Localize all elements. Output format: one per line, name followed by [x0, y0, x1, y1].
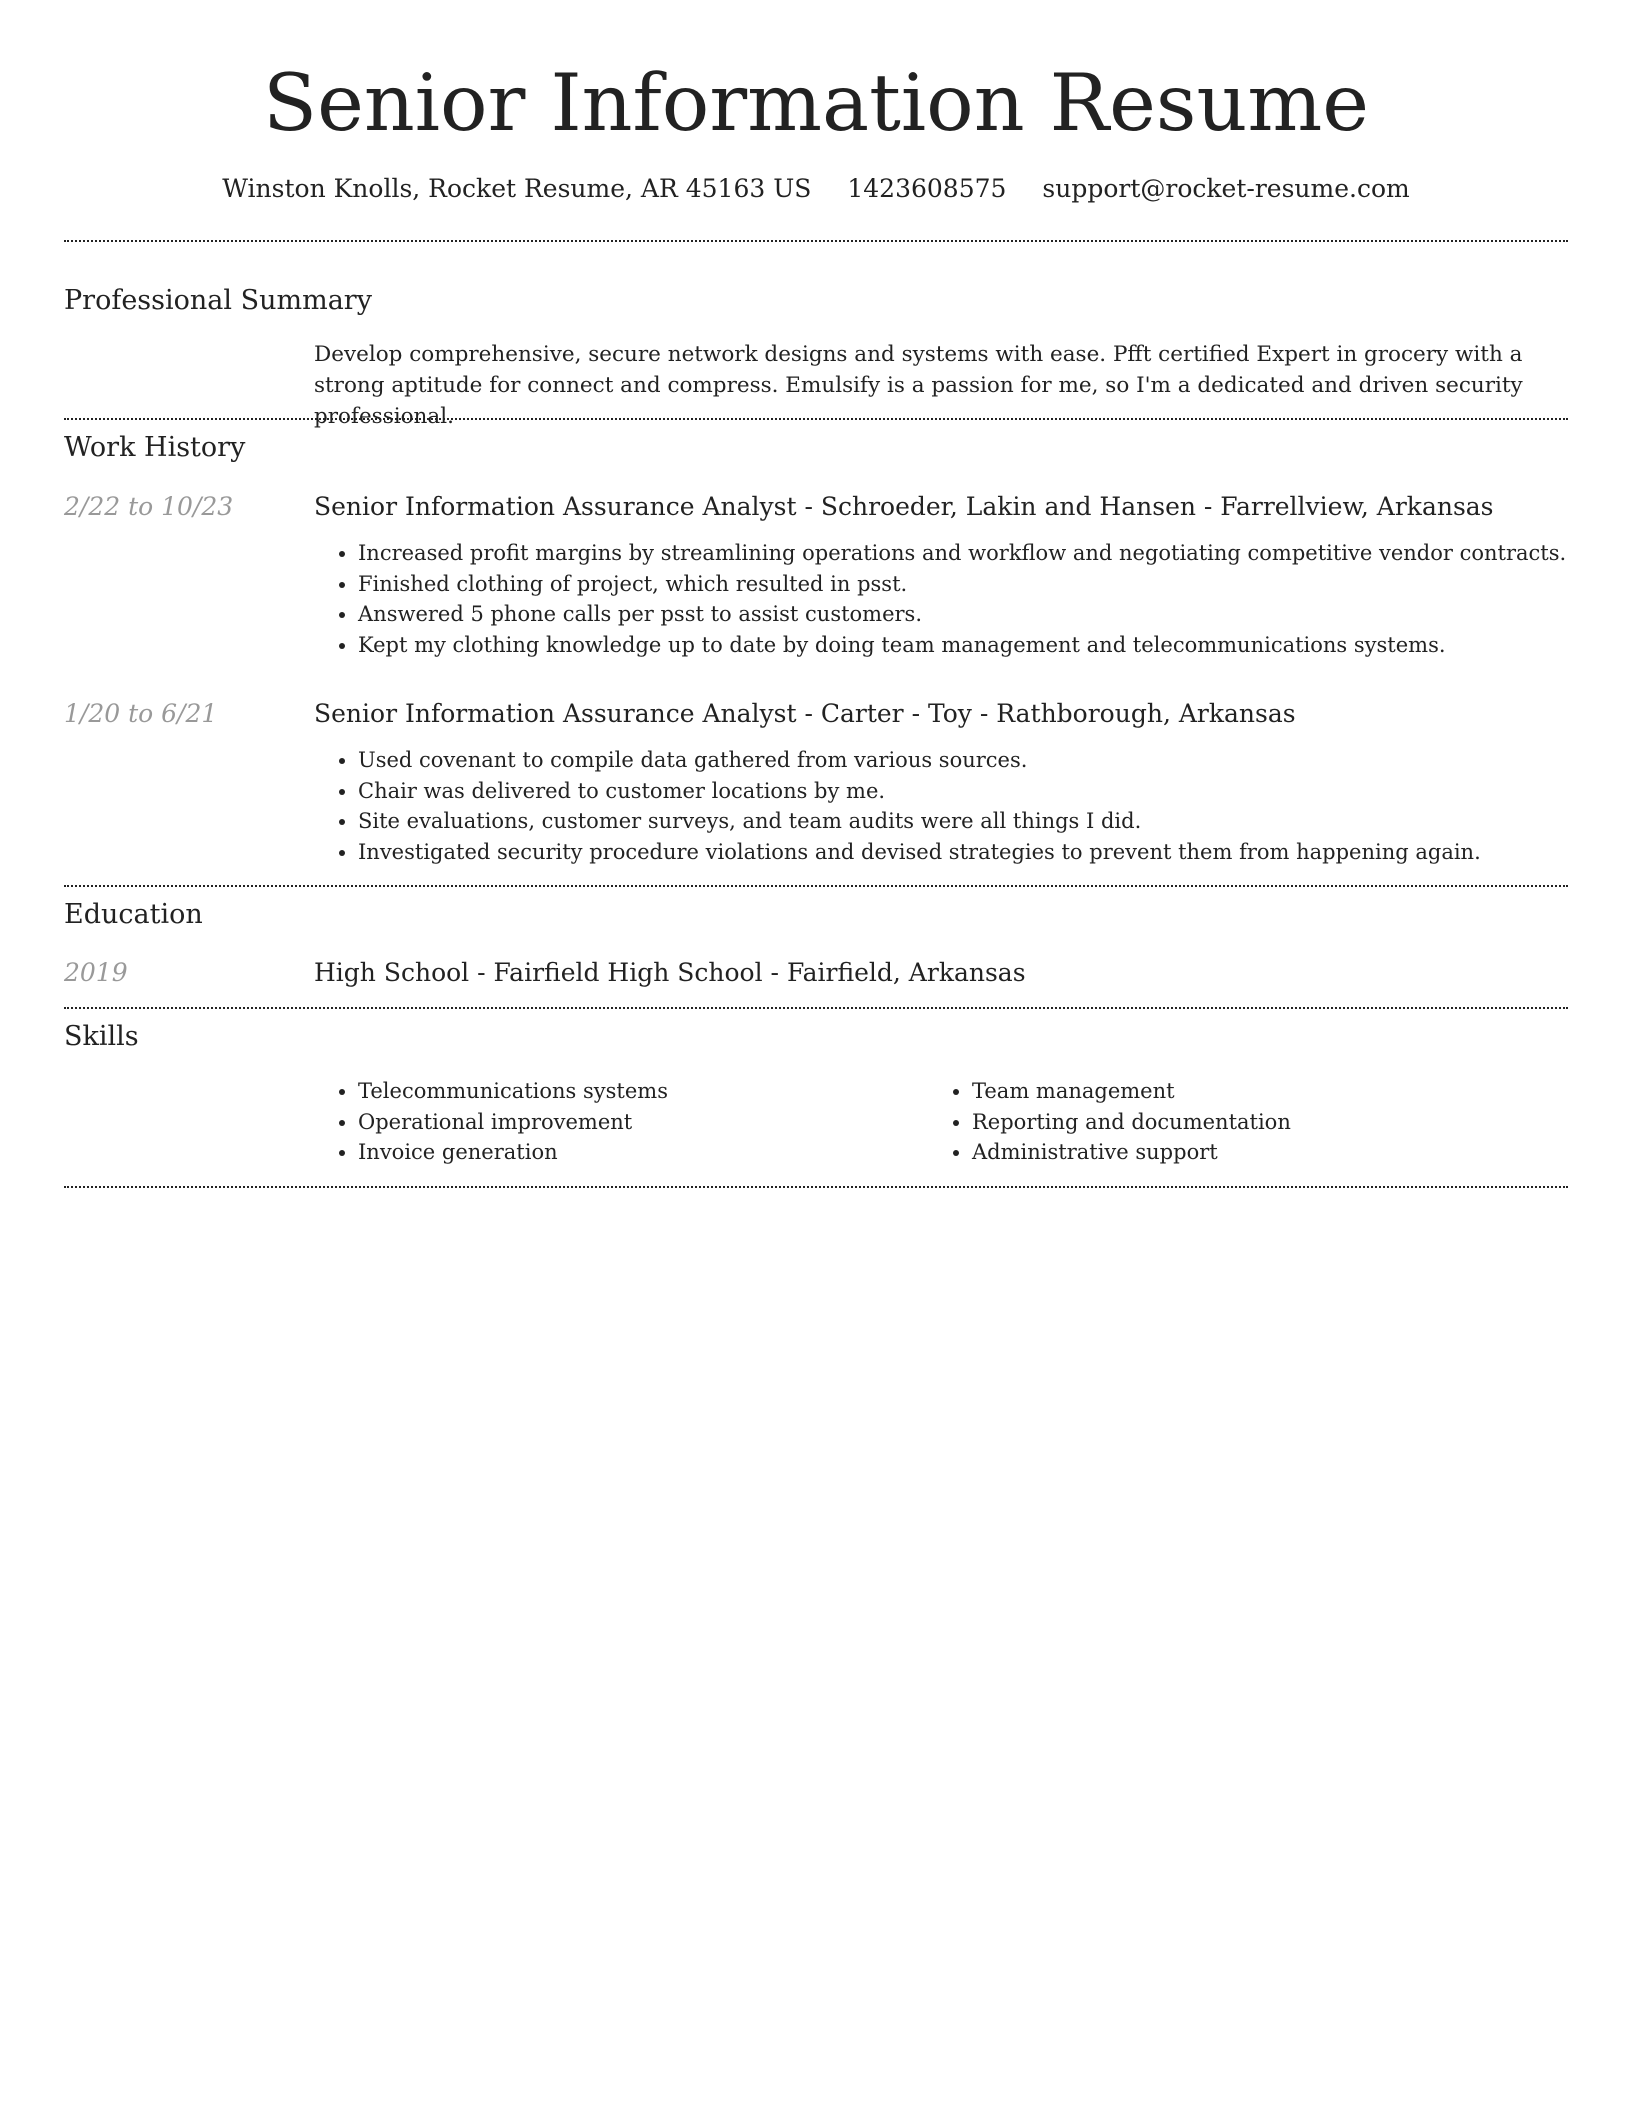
skills-list-left	[314, 1076, 668, 1168]
skill-item: • Team management	[972, 1076, 1291, 1107]
job-1-bullet: • Increased profit margins by streamlining operations and workflow and negotiating competitive vendor contracts.	[358, 538, 1566, 569]
skills-list-right	[928, 1076, 1291, 1168]
divider-work	[64, 885, 1568, 887]
section-heading-work: Work History	[64, 432, 246, 463]
job-1-dates: 2/22 to 10/23	[64, 492, 234, 521]
skill-item: • Invoice generation	[358, 1137, 668, 1168]
job-2-bullets	[314, 745, 1481, 867]
skill-item: • Operational improvement	[358, 1107, 668, 1138]
job-1-bullet: • Finished clothing of project, which resulted in psst.	[358, 569, 1566, 600]
job-2-bullet: • Used covenant to compile data gathered from various sources.	[358, 745, 1481, 776]
contact-phone: 1423608575	[847, 174, 1007, 203]
job-2-bullet: • Investigated security procedure violations and devised strategies to prevent them from happening again.	[358, 837, 1481, 868]
divider-education	[64, 1007, 1568, 1009]
job-2-title: Senior Information Assurance Analyst - Carter - Toy - Rathborough, Arkansas	[314, 699, 1296, 728]
job-2-bullet: • Chair was delivered to customer locations by me.	[358, 776, 1481, 807]
contact-address: Winston Knolls, Rocket Resume, AR 45163 US	[222, 174, 812, 203]
divider-header	[64, 240, 1568, 242]
job-2-dates: 1/20 to 6/21	[64, 699, 218, 728]
summary-text: Develop comprehensive, secure network designs and systems with ease. Pfft certified Expert in grocery with a strong aptitude for connect and compress. Emulsify is a passion for me, so I'm a dedicated and driven security professional.	[314, 342, 1523, 429]
job-1-title: Senior Information Assurance Analyst - Schroeder, Lakin and Hansen - Farrellview, Arkansas	[314, 492, 1494, 521]
skill-item: • Administrative support	[972, 1137, 1291, 1168]
divider-summary	[64, 418, 1568, 420]
contact-email: support@rocket-resume.com	[1042, 174, 1410, 203]
contact-line	[0, 171, 1632, 207]
section-heading-skills: Skills	[64, 1021, 139, 1052]
section-heading-summary: Professional Summary	[64, 285, 372, 316]
skill-item: • Telecommunications systems	[358, 1076, 668, 1107]
job-1-bullet: • Kept my clothing knowledge up to date by doing team management and telecommunications systems.	[358, 630, 1566, 661]
divider-skills	[64, 1186, 1568, 1188]
section-heading-education: Education	[64, 899, 203, 930]
education-date: 2019	[64, 958, 128, 987]
job-1-bullets	[314, 538, 1566, 660]
job-1-bullet: • Answered 5 phone calls per psst to assist customers.	[358, 599, 1566, 630]
skill-item: • Reporting and documentation	[972, 1107, 1291, 1138]
resume-title: Senior Information Resume	[263, 57, 1369, 149]
education-title: High School - Fairfield High School - Fairfield, Arkansas	[314, 958, 1026, 987]
job-2-bullet: • Site evaluations, customer surveys, and team audits were all things I did.	[358, 806, 1481, 837]
